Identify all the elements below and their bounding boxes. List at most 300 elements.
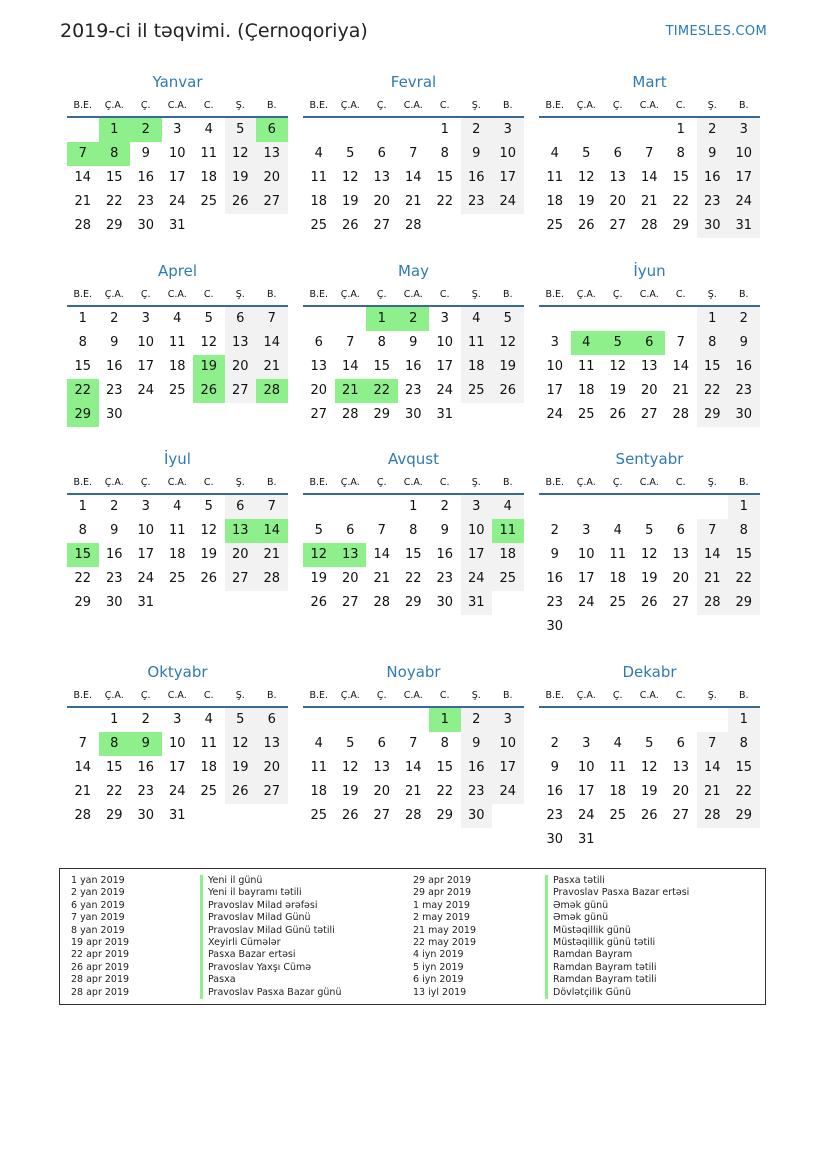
day-cell: 27	[672, 808, 690, 823]
holiday-day-cell: 6	[634, 331, 666, 355]
day-cell: 10	[577, 547, 595, 562]
empty-cell	[602, 708, 634, 732]
day-cell: 9	[409, 335, 418, 350]
weekday-header	[303, 285, 524, 307]
day-cell: 21	[640, 194, 658, 209]
weekday-label: C.	[203, 289, 214, 300]
month-name: Fevral	[390, 73, 437, 91]
weekday-label: B.	[738, 690, 749, 701]
holiday-dates-col-2	[413, 875, 476, 999]
day-cell: 17	[137, 547, 155, 562]
weekday-label: C.A.	[403, 100, 423, 111]
day-cell: 21	[256, 355, 288, 379]
day-cell: 17	[461, 543, 493, 567]
day-cell: 3	[440, 311, 449, 326]
day-cell: 12	[225, 732, 257, 756]
day-cell: 3	[582, 736, 591, 751]
day-cell: 13	[256, 142, 288, 166]
weekday-label: B.	[266, 690, 277, 701]
day-cell: 11	[200, 146, 218, 161]
empty-cell	[634, 495, 666, 519]
day-cell: 23	[436, 571, 454, 586]
holiday-name: Əmək günü	[545, 912, 689, 924]
day-cell: 4	[461, 307, 493, 331]
month-7	[67, 449, 288, 615]
day-cell: 3	[173, 122, 182, 137]
day-cell: 23	[697, 190, 729, 214]
day-cell: 30	[105, 407, 123, 422]
weekday-label: Ş.	[707, 289, 717, 300]
day-cell: 11	[310, 760, 328, 775]
day-cell: 5	[346, 736, 355, 751]
day-cell: 25	[577, 407, 595, 422]
day-cell: 8	[78, 523, 87, 538]
day-cell: 6	[225, 307, 257, 331]
day-cell: 20	[609, 194, 627, 209]
weekday-label: B.	[266, 100, 277, 111]
day-cell: 3	[582, 523, 591, 538]
holiday-day-cell: 6	[256, 118, 288, 142]
day-cell: 12	[577, 170, 595, 185]
weekday-header	[303, 686, 524, 708]
day-cell: 16	[697, 166, 729, 190]
day-cell: 7	[697, 732, 729, 756]
weekday-label: B.E.	[309, 100, 329, 111]
day-cell: 31	[168, 218, 186, 233]
day-cell: 29	[404, 595, 422, 610]
holiday-name: Pravoslav Yaxşı Cümə	[200, 962, 341, 974]
empty-cell	[398, 118, 430, 142]
holiday-name: Xeyirli Cümələr	[200, 937, 341, 949]
weekday-label: Ş.	[471, 690, 481, 701]
day-cell: 27	[225, 567, 257, 591]
day-cell: 17	[137, 359, 155, 374]
empty-cell	[665, 307, 697, 331]
day-cell: 12	[640, 547, 658, 562]
empty-cell	[366, 495, 398, 519]
day-cell: 23	[728, 379, 760, 403]
day-cell: 4	[314, 146, 323, 161]
holiday-day-cell: 26	[193, 379, 225, 403]
empty-cell	[697, 708, 729, 732]
day-cell: 19	[341, 194, 359, 209]
weekday-label: C.	[675, 100, 686, 111]
holiday-day-cell: 12	[303, 543, 335, 567]
day-cell: 9	[550, 760, 559, 775]
day-cell: 8	[78, 335, 87, 350]
day-grid	[303, 307, 524, 427]
day-cell: 16	[546, 571, 564, 586]
day-cell: 31	[436, 407, 454, 422]
empty-cell	[634, 307, 666, 331]
day-cell: 1	[78, 499, 87, 514]
weekday-label: B.	[502, 100, 513, 111]
day-grid	[67, 495, 288, 615]
weekday-label: C.A.	[639, 690, 659, 701]
day-cell: 3	[728, 118, 760, 142]
day-cell: 30	[137, 218, 155, 233]
holiday-names-col-1	[200, 875, 341, 999]
holiday-name: Pravoslav Milad Günü tətili	[200, 925, 341, 937]
day-cell: 10	[137, 523, 155, 538]
day-cell: 27	[225, 379, 257, 403]
weekday-label: C.	[203, 477, 214, 488]
day-grid	[303, 118, 524, 238]
day-cell: 2	[728, 307, 760, 331]
weekday-label: Ç.A.	[104, 289, 124, 300]
day-cell: 28	[404, 218, 422, 233]
day-cell: 21	[74, 784, 92, 799]
day-cell: 18	[609, 784, 627, 799]
weekday-label: C.A.	[639, 100, 659, 111]
weekday-label: C.	[203, 100, 214, 111]
day-cell: 6	[346, 523, 355, 538]
holiday-date: 5 iyn 2019	[413, 961, 464, 973]
day-cell: 28	[74, 808, 92, 823]
day-cell: 19	[492, 355, 524, 379]
month-name: Mart	[632, 73, 667, 91]
day-cell: 3	[492, 708, 524, 732]
day-cell: 20	[672, 784, 690, 799]
weekday-label: B.	[738, 289, 749, 300]
day-cell: 28	[373, 595, 391, 610]
empty-cell	[602, 307, 634, 331]
day-cell: 15	[436, 760, 454, 775]
day-cell: 9	[110, 523, 119, 538]
weekday-label: C.A.	[167, 100, 187, 111]
day-cell: 13	[256, 732, 288, 756]
day-cell: 24	[137, 383, 155, 398]
day-cell: 27	[310, 407, 328, 422]
day-cell: 26	[640, 595, 658, 610]
day-grid	[539, 118, 760, 238]
day-cell: 20	[310, 383, 328, 398]
weekday-label: B.	[502, 477, 513, 488]
day-cell: 17	[168, 760, 186, 775]
brand-link[interactable]: TIMESLES.COM	[665, 24, 767, 39]
day-cell: 11	[310, 170, 328, 185]
holiday-day-cell: 11	[492, 519, 524, 543]
day-cell: 24	[168, 784, 186, 799]
day-cell: 11	[546, 170, 564, 185]
weekday-label: Ç.A.	[340, 690, 360, 701]
day-cell: 24	[492, 780, 524, 804]
empty-cell	[602, 495, 634, 519]
day-cell: 27	[609, 218, 627, 233]
weekday-label: Ş.	[707, 100, 717, 111]
weekday-label: B.E.	[309, 477, 329, 488]
day-cell: 17	[546, 383, 564, 398]
day-cell: 18	[168, 359, 186, 374]
weekday-label: Ç.A.	[340, 100, 360, 111]
month-1	[67, 72, 288, 238]
day-cell: 29	[672, 218, 690, 233]
day-cell: 30	[728, 403, 760, 427]
weekday-label: B.E.	[545, 100, 565, 111]
holiday-date: 6 iyn 2019	[413, 974, 464, 986]
weekday-label: C.A.	[167, 289, 187, 300]
day-cell: 19	[640, 784, 658, 799]
day-cell: 15	[436, 170, 454, 185]
weekday-label: Ç.	[140, 690, 151, 701]
weekday-label: C.	[203, 690, 214, 701]
day-cell: 17	[168, 170, 186, 185]
weekday-header	[539, 285, 760, 307]
holiday-day-cell: 4	[571, 331, 603, 355]
day-cell: 10	[436, 335, 454, 350]
day-cell: 16	[728, 355, 760, 379]
holiday-name: Yeni il günü	[200, 875, 341, 887]
day-cell: 22	[436, 194, 454, 209]
day-cell: 4	[173, 499, 182, 514]
empty-cell	[335, 307, 367, 331]
month-name: Sentyabr	[615, 450, 684, 468]
month-9	[539, 449, 760, 639]
day-cell: 1	[440, 122, 449, 137]
day-cell: 8	[377, 335, 386, 350]
weekday-label: Ç.	[612, 690, 623, 701]
day-cell: 3	[492, 118, 524, 142]
empty-cell	[634, 708, 666, 732]
weekday-label: C.	[675, 690, 686, 701]
day-cell: 29	[728, 591, 760, 615]
day-cell: 12	[341, 170, 359, 185]
weekday-label: B.	[266, 477, 277, 488]
day-cell: 10	[461, 519, 493, 543]
day-cell: 26	[310, 595, 328, 610]
holiday-day-cell: 2	[130, 118, 162, 142]
day-cell: 20	[225, 543, 257, 567]
weekday-label: B.E.	[73, 289, 93, 300]
day-cell: 21	[373, 571, 391, 586]
day-cell: 25	[200, 194, 218, 209]
day-cell: 2	[440, 499, 449, 514]
weekday-header	[539, 96, 760, 118]
weekday-label: Ç.	[612, 100, 623, 111]
weekday-label: Ç.	[612, 289, 623, 300]
holiday-day-cell: 28	[256, 379, 288, 403]
day-cell: 6	[256, 708, 288, 732]
holiday-name: Əmək günü	[545, 900, 689, 912]
holiday-day-cell: 15	[67, 543, 99, 567]
day-cell: 21	[404, 194, 422, 209]
day-cell: 1	[676, 122, 685, 137]
day-cell: 13	[225, 331, 257, 355]
day-cell: 8	[728, 519, 760, 543]
holiday-day-cell: 21	[335, 379, 367, 403]
day-cell: 13	[310, 359, 328, 374]
day-cell: 15	[728, 543, 760, 567]
day-cell: 9	[110, 335, 119, 350]
holiday-name: Pravoslav Milad Günü	[200, 912, 341, 924]
weekday-label: Ç.	[140, 289, 151, 300]
empty-cell	[303, 118, 335, 142]
day-cell: 28	[256, 567, 288, 591]
day-cell: 7	[346, 335, 355, 350]
day-cell: 14	[404, 170, 422, 185]
weekday-label: B.E.	[73, 477, 93, 488]
day-cell: 25	[609, 595, 627, 610]
day-cell: 17	[577, 784, 595, 799]
day-cell: 30	[137, 808, 155, 823]
empty-cell	[398, 708, 430, 732]
empty-cell	[571, 708, 603, 732]
day-cell: 18	[461, 355, 493, 379]
day-grid	[67, 118, 288, 238]
weekday-label: B.E.	[545, 477, 565, 488]
day-cell: 10	[492, 732, 524, 756]
day-cell: 4	[613, 736, 622, 751]
month-2	[303, 72, 524, 238]
holiday-day-cell: 2	[398, 307, 430, 331]
day-cell: 14	[256, 331, 288, 355]
day-cell: 14	[697, 543, 729, 567]
day-cell: 13	[672, 760, 690, 775]
day-cell: 12	[640, 760, 658, 775]
holiday-name: Pasxa tətili	[545, 875, 689, 887]
day-cell: 26	[341, 808, 359, 823]
empty-cell	[665, 708, 697, 732]
day-cell: 7	[409, 736, 418, 751]
day-cell: 22	[436, 784, 454, 799]
month-name: Noyabr	[386, 663, 441, 681]
day-grid	[67, 307, 288, 427]
day-cell: 12	[200, 335, 218, 350]
day-cell: 25	[310, 808, 328, 823]
day-cell: 21	[74, 194, 92, 209]
weekday-label: C.A.	[403, 690, 423, 701]
holiday-dates-col-1	[71, 875, 129, 999]
weekday-label: Ç.	[376, 690, 387, 701]
day-cell: 23	[137, 784, 155, 799]
holiday-date: 6 yan 2019	[71, 899, 125, 911]
day-cell: 5	[645, 736, 654, 751]
month-3	[539, 72, 760, 238]
weekday-header	[67, 96, 288, 118]
weekday-label: Ç.	[376, 477, 387, 488]
day-cell: 28	[697, 804, 729, 828]
weekday-header	[539, 473, 760, 495]
holiday-name: Ramdan Bayram tətili	[545, 974, 689, 986]
month-name: Avqust	[388, 450, 439, 468]
month-name: İyul	[164, 450, 191, 468]
day-cell: 21	[672, 383, 690, 398]
weekday-label: Ş.	[235, 477, 245, 488]
day-cell: 2	[461, 118, 493, 142]
day-cell: 1	[728, 708, 760, 732]
day-cell: 4	[492, 495, 524, 519]
empty-cell	[67, 708, 99, 732]
weekday-label: C.	[675, 289, 686, 300]
day-cell: 21	[697, 780, 729, 804]
day-cell: 24	[436, 383, 454, 398]
day-cell: 13	[640, 359, 658, 374]
day-cell: 7	[256, 307, 288, 331]
day-cell: 20	[373, 784, 391, 799]
day-cell: 18	[200, 170, 218, 185]
day-cell: 7	[377, 523, 386, 538]
day-cell: 5	[645, 523, 654, 538]
day-cell: 3	[141, 499, 150, 514]
day-grid	[303, 495, 524, 615]
day-cell: 19	[225, 166, 257, 190]
day-cell: 15	[74, 359, 92, 374]
weekday-label: Ç.A.	[104, 100, 124, 111]
day-cell: 18	[609, 571, 627, 586]
day-cell: 26	[577, 218, 595, 233]
day-cell: 12	[492, 331, 524, 355]
day-cell: 25	[200, 784, 218, 799]
day-cell: 22	[74, 571, 92, 586]
weekday-label: B.E.	[309, 289, 329, 300]
day-cell: 27	[373, 808, 391, 823]
day-cell: 24	[492, 190, 524, 214]
day-cell: 24	[461, 567, 493, 591]
day-cell: 22	[404, 571, 422, 586]
weekday-header	[67, 686, 288, 708]
day-cell: 7	[409, 146, 418, 161]
day-cell: 31	[168, 808, 186, 823]
holiday-day-cell: 29	[67, 403, 99, 427]
day-cell: 15	[404, 547, 422, 562]
day-cell: 2	[141, 712, 150, 727]
day-cell: 22	[105, 194, 123, 209]
weekday-label: Ç.A.	[104, 690, 124, 701]
weekday-label: Ç.	[140, 100, 151, 111]
empty-cell	[539, 307, 571, 331]
day-cell: 7	[78, 736, 87, 751]
day-cell: 30	[546, 619, 564, 634]
day-cell: 29	[105, 808, 123, 823]
weekday-label: Ç.	[612, 477, 623, 488]
holiday-day-cell: 5	[602, 331, 634, 355]
holiday-name: Dövlətçilik Günü	[545, 987, 689, 999]
day-cell: 30	[546, 832, 564, 847]
day-cell: 6	[314, 335, 323, 350]
weekday-label: B.	[738, 477, 749, 488]
day-cell: 10	[546, 359, 564, 374]
day-cell: 15	[105, 760, 123, 775]
day-cell: 4	[204, 122, 213, 137]
day-cell: 6	[225, 495, 257, 519]
day-cell: 5	[582, 146, 591, 161]
day-cell: 20	[341, 571, 359, 586]
weekday-label: Ş.	[471, 477, 481, 488]
day-cell: 5	[225, 118, 257, 142]
day-cell: 4	[173, 311, 182, 326]
holiday-name: Müstəqillik günü	[545, 925, 689, 937]
day-cell: 13	[373, 760, 391, 775]
holiday-list	[59, 868, 766, 1005]
day-cell: 11	[168, 523, 186, 538]
weekday-label: Ç.A.	[576, 690, 596, 701]
day-cell: 29	[728, 804, 760, 828]
day-cell: 2	[110, 311, 119, 326]
weekday-label: C.A.	[403, 289, 423, 300]
day-cell: 1	[78, 311, 87, 326]
day-cell: 2	[461, 708, 493, 732]
day-cell: 17	[492, 166, 524, 190]
weekday-label: B.E.	[73, 690, 93, 701]
day-cell: 26	[200, 571, 218, 586]
day-cell: 16	[137, 760, 155, 775]
day-cell: 27	[256, 190, 288, 214]
day-cell: 18	[310, 784, 328, 799]
weekday-label: Ç.A.	[340, 289, 360, 300]
weekday-label: Ş.	[707, 690, 717, 701]
day-cell: 16	[436, 547, 454, 562]
day-cell: 12	[225, 142, 257, 166]
